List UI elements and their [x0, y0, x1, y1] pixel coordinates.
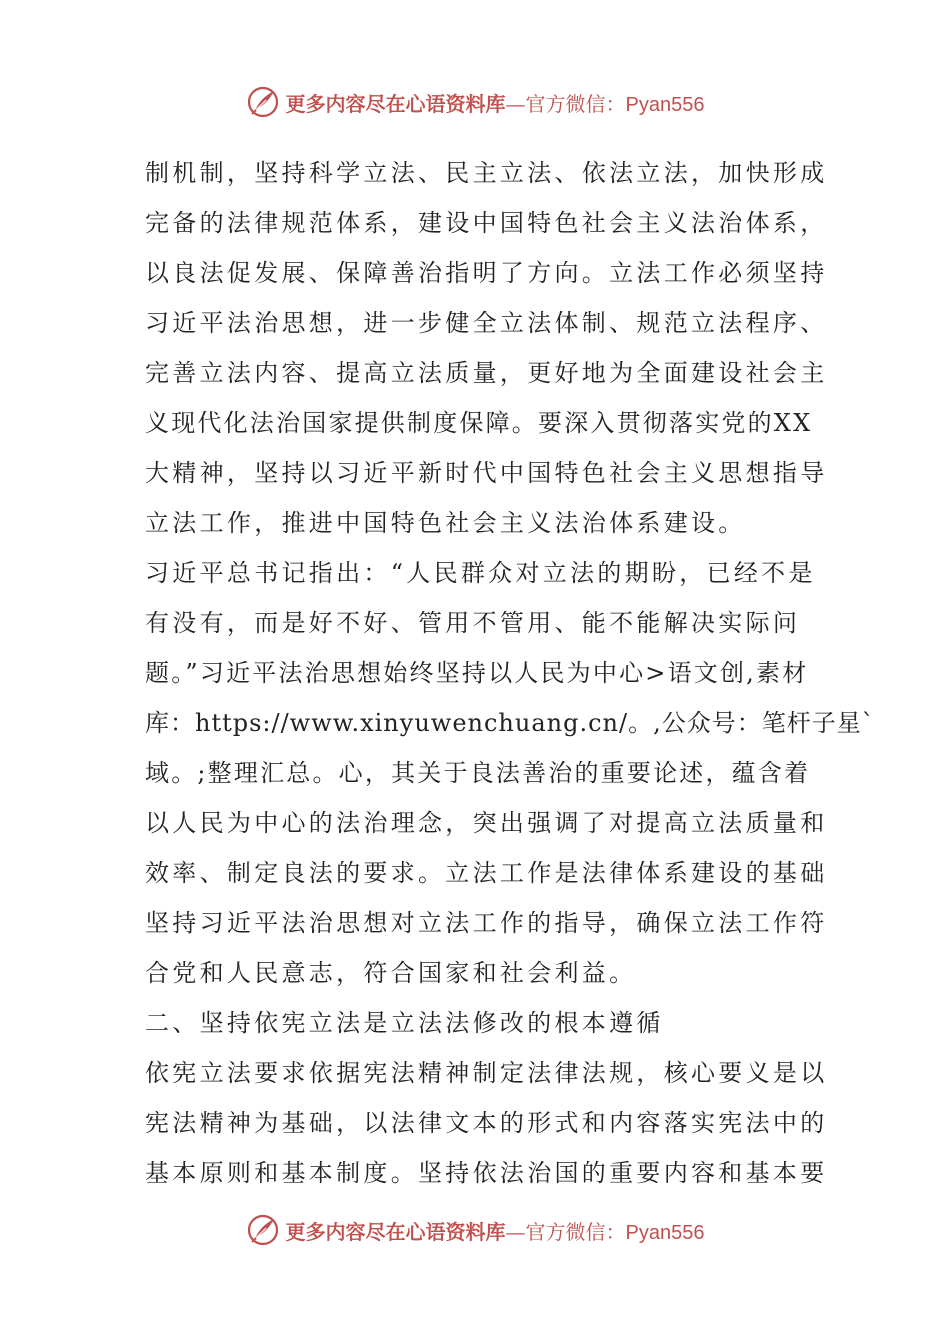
header-text	[286, 88, 705, 117]
body-line: 有没有，而是好不好、管用不管用、能不能解决实际问	[145, 609, 801, 637]
footer-separator: —	[505, 1219, 526, 1244]
footer-wechat-label: 官方微信：	[525, 1219, 626, 1244]
document-body	[145, 148, 875, 1198]
body-line: 依宪立法要求依据宪法精神制定法律法规，核心要义是以	[145, 1059, 828, 1087]
header-separator: —	[505, 91, 526, 116]
body-line: 完备的法律规范体系，建设中国特色社会主义法治体系，	[145, 209, 828, 237]
body-line: 基本原则和基本制度。坚持依法治国的重要内容和基本要	[145, 1159, 828, 1187]
footer-brand: 更多内容尽在心语资料库	[285, 1219, 506, 1244]
body-line: 题。”习近平法治思想始终坚持以人民为中心>语文创,素材	[145, 659, 809, 687]
header-wechat-label: 官方微信：	[525, 91, 626, 116]
body-line: 域。;整理汇总。心，其关于良法善治的重要论述，蕴含着	[145, 759, 811, 787]
body-line: 义现代化法治国家提供制度保障。要深入贯彻落实党的XX	[145, 409, 813, 437]
header-brand: 更多内容尽在心语资料库	[285, 91, 506, 116]
body-line: 坚持习近平法治思想对立法工作的指导，确保立法工作符	[145, 909, 828, 937]
footer-banner	[0, 1210, 950, 1250]
body-line: 合党和人民意志，符合国家和社会利益。	[145, 959, 637, 987]
body-line: 立法工作，推进中国特色社会主义法治体系建设。	[145, 509, 746, 537]
section-heading: 二、坚持依宪立法是立法法修改的根本遵循	[145, 1009, 664, 1037]
body-line: 完善立法内容、提高立法质量，更好地为全面建设社会主	[145, 359, 828, 387]
body-line: 效率、制定良法的要求。立法工作是法律体系建设的基础	[145, 859, 828, 887]
body-line: 制机制，坚持科学立法、民主立法、依法立法，加快形成	[145, 159, 828, 187]
quill-pen-logo-icon	[246, 85, 280, 119]
body-line-with-url: 库：https://www.xinyuwenchuang.cn/。,公众号：笔杆子星`	[145, 709, 875, 737]
header-banner	[0, 82, 950, 122]
body-line: 宪法精神为基础，以法律文本的形式和内容落实宪法中的	[145, 1109, 828, 1137]
footer-text	[286, 1216, 705, 1245]
body-line: 习近平法治思想，进一步健全立法体制、规范立法程序、	[145, 309, 828, 337]
header-wechat-id: Pyan556	[625, 93, 705, 116]
body-line: 习近平总书记指出：“人民群众对立法的期盼，已经不是	[145, 559, 816, 587]
body-line: 以良法促发展、保障善治指明了方向。立法工作必须坚持	[145, 259, 828, 287]
body-line: 大精神，坚持以习近平新时代中国特色社会主义思想指导	[145, 459, 828, 487]
quill-pen-logo-icon	[246, 1213, 280, 1247]
footer-wechat-id: Pyan556	[625, 1221, 705, 1244]
body-line: 以人民为中心的法治理念，突出强调了对提高立法质量和	[145, 809, 828, 837]
